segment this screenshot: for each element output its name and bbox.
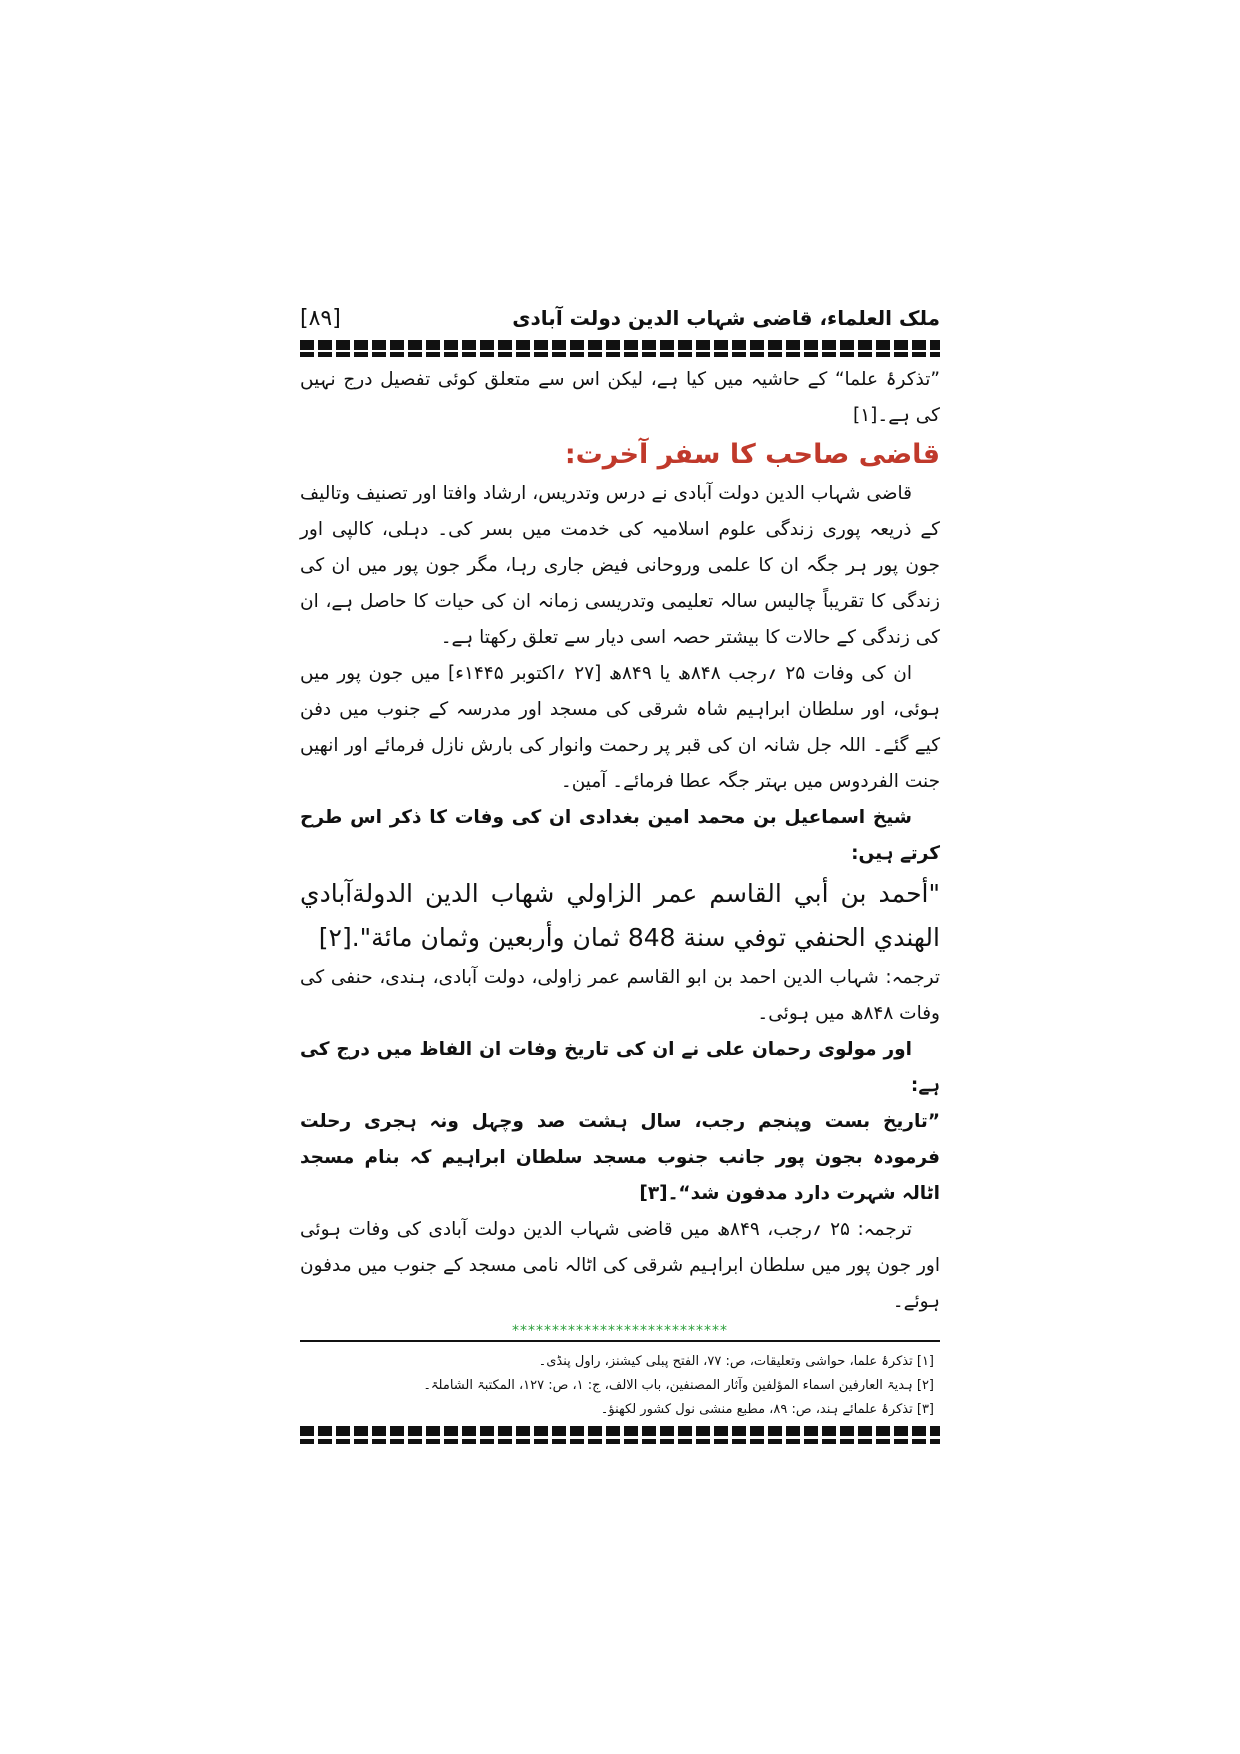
paragraph-2: ان کی وفات ۲۵ ؍رجب ۸۴۸ھ یا ۸۴۹ھ [۲۷ ؍اکتوبر ۱۴۴۵ء] میں جون پور میں ہوئی، اور سلطان ابراہیم شاہ شرقی کی مسجد اور مدرسہ کے جنوب میں دفن کیے گئے۔ اللہ جل شانہ ان کی قبر پر رحمت وانوار کی بارش نازل فرمائے اور انھیں جنت الفردوس میں بہتر جگہ عطا فرمائے۔ آمین۔ (300, 663, 940, 792)
main-text (300, 362, 940, 1444)
footnote-1: [۱] تذکرۂ علما، حواشی وتعلیقات، ص: ۷۷، الفتح پبلی کیشنز، راول پنڈی۔ (538, 1354, 934, 1369)
running-header (300, 298, 940, 338)
footnote-3: [۳] تذکرۂ علمائے ہند، ص: ۸۹، مطبع منشی نول کشور لکھنؤ۔ (600, 1402, 934, 1417)
footnote-2: [۲] ہدیۃ العارفین اسماء المؤلفین وآثار المصنفین، باب الالف، ج: ۱، ص: ۱۲۷، المکتبۃ الشاملۃ۔ (423, 1378, 934, 1393)
persian-quote: ”تاریخ بست وپنجم رجب، سال ہشت صد وچہل ونہ ہجری رحلت فرمودہ بجون پور جانب جنوب مسجد سلطان ابراہیم کہ بنام مسجد اٹالہ شہرت دارد مدفون شد“۔[۳] (300, 1111, 940, 1204)
translation-2: ترجمہ: ۲۵ ؍رجب، ۸۴۹ھ میں قاضی شہاب الدین دولت آبادی کی وفات ہوئی اور جون پور میں سلطان ابراہیم شرقی کی اٹالہ نامی مسجد کے جنوب میں مدفون ہوئے۔ (300, 1219, 940, 1312)
header-title: ملک العلماء، قاضی شہاب الدین دولت آبادی (512, 306, 940, 330)
page-number: [۸۹] (300, 305, 341, 331)
intro-line: ”تذکرۂ علما“ کے حاشیہ میں کیا ہے، لیکن اس سے متعلق کوئی تفصیل درج نہیں کی ہے۔[۱] (300, 369, 940, 426)
star-divider: *************************** (512, 1323, 728, 1339)
arabic-quote: "أحمد بن أبي القاسم عمر الزاولي شهاب الدين الدولةآبادي الهندي الحنفي توفي سنة 848 ثمان وأربعين وثمان مائة".[۲] (300, 879, 940, 952)
footer-divider-thick (300, 1426, 940, 1436)
header-divider-thick (300, 340, 940, 350)
footnote-rule (300, 1340, 940, 1342)
paragraph-3: شیخ اسماعیل بن محمد امین بغدادی ان کی وفات کا ذکر اس طرح کرتے ہیں: (300, 807, 940, 864)
footnotes (300, 1350, 940, 1422)
footer-divider-thin (300, 1439, 940, 1444)
header-divider-thin (300, 352, 940, 357)
paragraph-1: قاضی شہاب الدین دولت آبادی نے درس وتدریس، ارشاد وافتا اور تصنیف وتالیف کے ذریعہ پوری زندگی علوم اسلامیہ کی خدمت میں بسر کی۔ دہلی، کالپی اور جون پور ہر جگہ ان کا علمی وروحانی فیض جاری رہا، مگر جون پور میں ان کی زندگی کا تقریباً چالیس سالہ تعلیمی وتدریسی زمانہ ان کی حیات کا حاصل ہے، ان کی زندگی کے حالات کا بیشتر حصہ اسی دیار سے تعلق رکھتا ہے۔ (300, 483, 940, 648)
paragraph-5: اور مولوی رحمان علی نے ان کی تاریخ وفات ان الفاظ میں درج کی ہے: (300, 1039, 940, 1096)
section-heading: قاضی صاحب کا سفر آخرت: (564, 439, 940, 470)
document-page (300, 298, 940, 1417)
translation-1: ترجمہ: شہاب الدین احمد بن ابو القاسم عمر زاولی، دولت آبادی، ہندی، حنفی کی وفات ۸۴۸ھ میں ہوئی۔ (300, 967, 940, 1024)
